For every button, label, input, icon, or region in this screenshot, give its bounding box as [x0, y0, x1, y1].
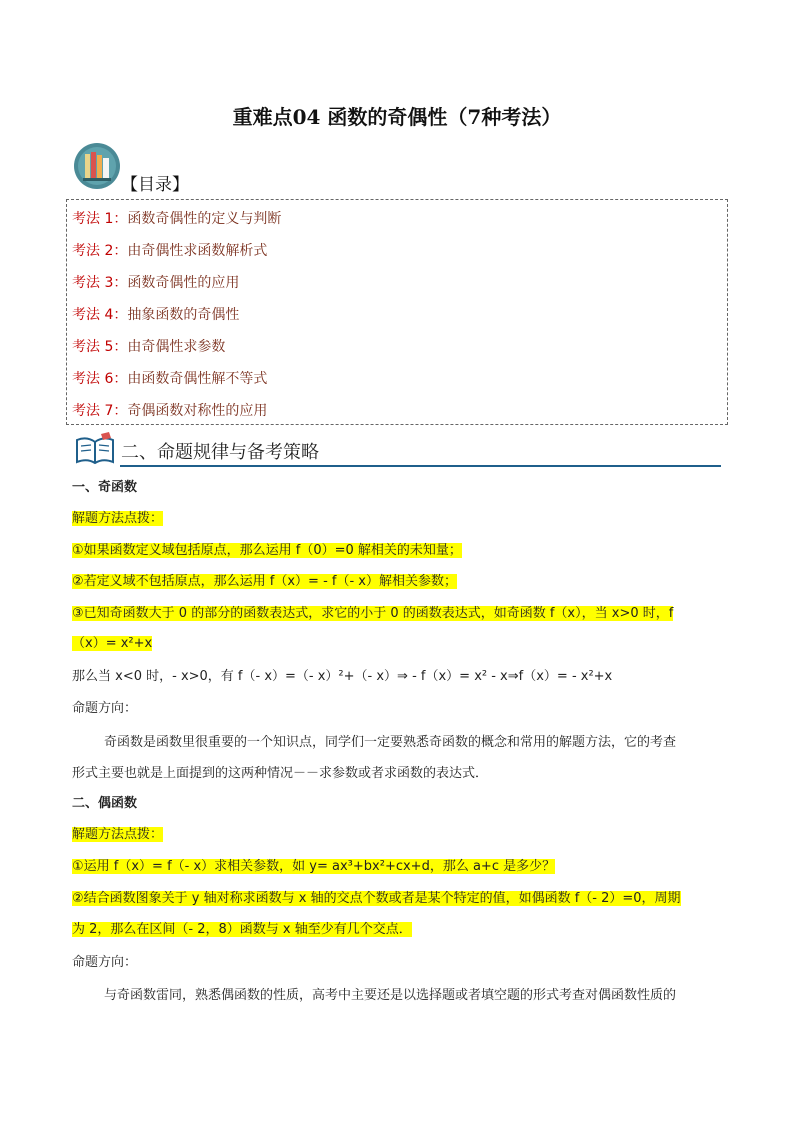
toc-item[interactable]: [72, 368, 267, 388]
toc-item-label: 考法 1：: [72, 211, 128, 227]
odd-direction-p2: 形式主要也就是上面提到的这两种情况－－求参数或者求函数的表达式．: [72, 766, 489, 781]
section-title: 二、命题规律与备考策略: [121, 442, 319, 463]
books-logo-icon: [73, 142, 121, 190]
even-method-2b: 为 2，那么在区间（- 2，8）函数与 x 轴至少有几个交点．: [72, 922, 412, 937]
open-book-icon: [73, 430, 117, 466]
toc-item-text: 由函数奇偶性解不等式: [127, 371, 268, 387]
even-direction-title: 命题方向：: [72, 955, 138, 970]
toc-item-text: 由奇偶性求参数: [127, 339, 226, 355]
toc-item[interactable]: [72, 240, 267, 260]
odd-direction-p1: 奇函数是函数里很重要的一个知识点，同学们一定要熟悉奇函数的概念和常用的解题方法，它的考查: [104, 735, 677, 750]
toc-item-text: 抽象函数的奇偶性: [127, 307, 240, 323]
odd-direction-title: 命题方向：: [72, 701, 138, 716]
even-method-title: 解题方法点拨：: [72, 827, 164, 842]
toc-item[interactable]: [72, 400, 267, 420]
toc-item-text: 函数奇偶性的应用: [127, 275, 240, 291]
toc-item[interactable]: [72, 336, 225, 356]
toc-item-label: 考法 2：: [72, 243, 128, 259]
toc-item-text: 函数奇偶性的定义与判断: [127, 211, 282, 227]
toc-item-label: 考法 3：: [72, 275, 128, 291]
even-heading: 二、偶函数: [72, 796, 138, 811]
odd-method-1: ①如果函数定义域包括原点，那么运用 f（0）=0 解相关的未知量；: [72, 543, 462, 558]
toc-item-label: 考法 5：: [72, 339, 128, 355]
section-divider: [120, 465, 721, 467]
toc-item[interactable]: [72, 208, 281, 228]
toc-box: [66, 199, 728, 425]
odd-method-title: 解题方法点拨：: [72, 511, 164, 526]
odd-method-3a: ③已知奇函数大于 0 的部分的函数表达式，求它的小于 0 的函数表达式，如奇函数 f（x），当 x>0 时，f: [72, 606, 674, 621]
odd-method-3c: 那么当 x<0 时，- x>0，有 f（- x）=（- x）²+（- x）⇒ - f（x）= x² - x⇒f（x）= - x²+x: [72, 669, 613, 684]
toc-heading: 【目录】: [121, 175, 189, 195]
odd-method-3b: （x）= x²+x: [72, 636, 153, 651]
toc-item-text: 由奇偶性求函数解析式: [127, 243, 268, 259]
toc-item-label: 考法 4：: [72, 307, 128, 323]
toc-item-text: 奇偶函数对称性的应用: [127, 403, 268, 419]
even-method-2a: ②结合函数图象关于 y 轴对称求函数与 x 轴的交点个数或者是某个特定的值，如偶函数 f（- 2）=0，周期: [72, 891, 681, 906]
toc-item-label: 考法 7：: [72, 403, 128, 419]
even-direction-p1: 与奇函数雷同，熟悉偶函数的性质，高考中主要还是以选择题或者填空题的形式考查对偶函数性质的: [104, 988, 677, 1003]
toc-item-label: 考法 6：: [72, 371, 128, 387]
odd-heading: 一、奇函数: [72, 480, 138, 495]
odd-method-2: ②若定义域不包括原点，那么运用 f（x）= - f（- x）解相关参数；: [72, 574, 457, 589]
toc-item[interactable]: [72, 304, 239, 324]
page-title: 重难点04 函数的奇偶性（7种考法）: [232, 105, 562, 129]
even-method-1: ①运用 f（x）= f（- x）求相关参数，如 y= ax³+bx²+cx+d，那么 a+c 是多少？: [72, 859, 556, 874]
toc-item[interactable]: [72, 272, 239, 292]
